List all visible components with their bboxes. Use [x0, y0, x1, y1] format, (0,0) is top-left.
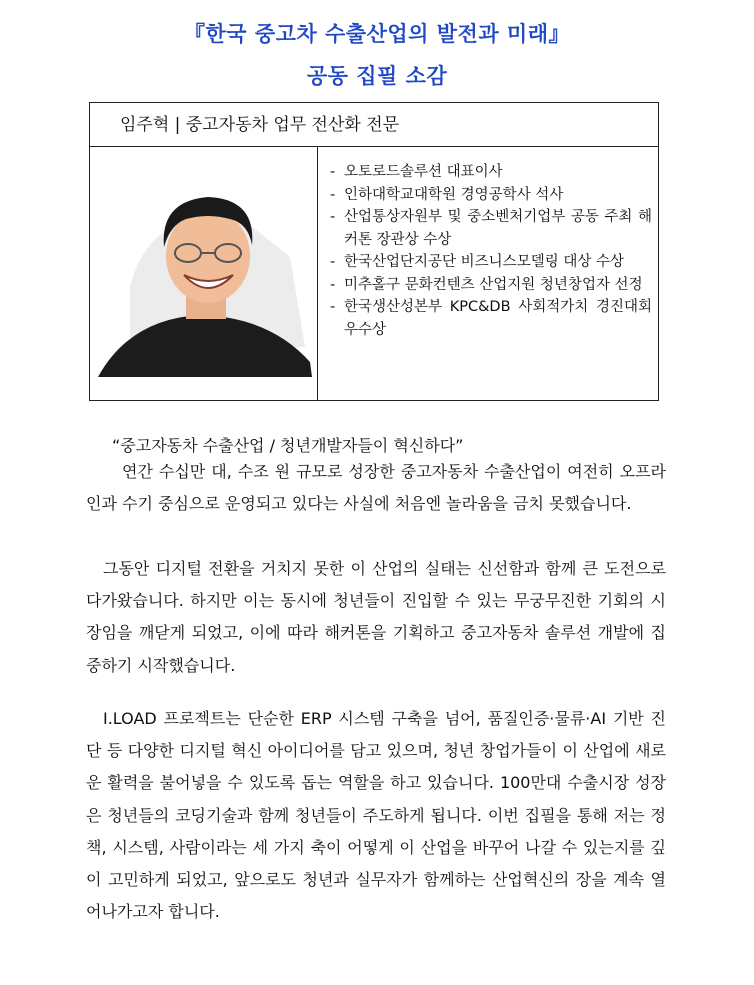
essay-paragraph: I.LOAD 프로젝트는 단순한 ERP 시스템 구축을 넘어, 품질인증·물류·AI 기반 진단 등 다양한 디지털 혁신 아이디어를 담고 있으며, 청년 창업가들이 이 산업에 새로운 활력을 불어넣을 수 있도록 돕는 역할을 하고 있습니다. 100만대 수출시장 성장은 청년들의 코딩기술과 함께 청년들이 주도하게 됩니다. 이번 집필을 통해 저는 정책, 시스템, 사람이라는 세 가지 축이 어떻게 이 산업을 바꾸어 나갈 수 있는지를 깊이 고민하게 되었고, 앞으로도 청년과 실무자가 함께하는 산업혁신의 장을 계속 열어나가고자 합니다.: [86, 709, 666, 922]
bio-dash: -: [330, 299, 336, 315]
essay-paragraph: 그동안 디지털 전환을 거치지 못한 이 산업의 실태는 신선함과 함께 큰 도전으로 다가왔습니다. 하지만 이는 동시에 청년들이 진입할 수 있는 무궁무진한 기회의 시장임을 깨닫게 되었고, 이에 따라 해커톤을 기획하고 중고자동차 솔루션 개발에 집중하기 시작했습니다.: [86, 559, 666, 675]
bio-dash: -: [330, 209, 336, 225]
essay-quote-heading: “중고자동차 수출산업 / 청년개발자들이 혁신하다”: [112, 436, 464, 455]
bio-dash: -: [330, 186, 336, 203]
bio-dash: -: [330, 254, 336, 270]
bio-item: [330, 184, 652, 207]
bio-dash: -: [330, 164, 336, 180]
bio-text: 오토로드솔루션 대표이사: [344, 164, 503, 180]
document-subtitle: 공동 집필 소감: [306, 64, 448, 88]
bio-text: 미추홀구 문화컨텐츠 산업지원 청년창업자 선정: [344, 276, 643, 293]
bio-item: [330, 206, 652, 251]
bio-item: [330, 251, 652, 274]
essay-paragraph: 연간 수십만 대, 수조 원 규모로 성장한 중고자동차 수출산업이 여전히 오프라인과 수기 중심으로 운영되고 있다는 사실에 처음엔 놀라움을 금치 못했습니다.: [86, 462, 666, 514]
bio-item: [330, 296, 652, 341]
bio-item: [330, 161, 652, 184]
bio-text: 산업통상자원부 및 중소벤처기업부 공동 주최 해커톤 장관상 수상: [344, 209, 652, 248]
author-photo: [90, 147, 318, 400]
author-profile-card: [89, 102, 659, 401]
bio-text: 한국산업단지공단 비즈니스모델링 대상 수상: [344, 254, 624, 270]
bio-text: 한국생산성본부 KPC&DB 사회적가치 경진대회 우수상: [344, 299, 652, 338]
author-bio-list: [330, 161, 652, 341]
bio-dash: -: [330, 276, 336, 293]
author-photo-cell: [90, 147, 318, 400]
bio-text: 인하대학교대학원 경영공학사 석사: [344, 186, 564, 203]
author-name-line: 임주혁 | 중고자동차 업무 전산화 전문: [90, 103, 658, 147]
bio-item: [330, 274, 652, 297]
document-title: 『한국 중고차 수출산업의 발전과 미래』: [183, 22, 571, 46]
